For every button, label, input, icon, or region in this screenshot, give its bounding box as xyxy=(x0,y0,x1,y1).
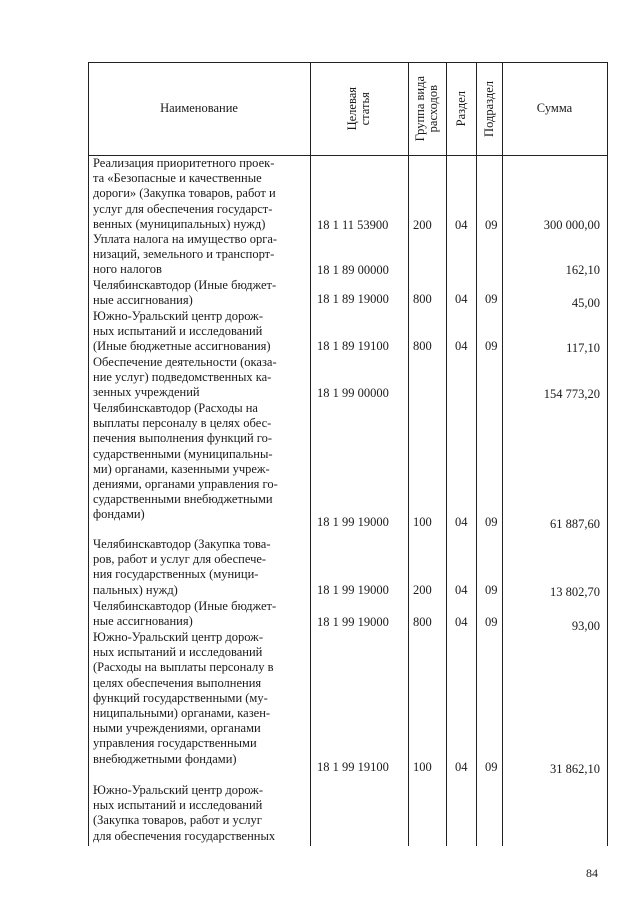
header-section xyxy=(446,62,476,155)
row-section: 04 xyxy=(455,760,468,774)
header-name-label: Наименование xyxy=(160,101,238,115)
row-group: 100 xyxy=(413,515,432,529)
budget-table xyxy=(88,62,608,846)
header-sum-label: Сумма xyxy=(536,101,573,115)
row-sum: 45,00 xyxy=(571,296,600,310)
row-name: Челябинскавтодор (Иные бюджет- ные ассигнования) xyxy=(93,599,277,629)
row-sum: 93,00 xyxy=(571,619,600,633)
header-subsection xyxy=(476,62,502,155)
row-name: Уплата налога на имущество орга- низаций, земельного и транспорт- ного налогов xyxy=(93,232,278,277)
column-divider xyxy=(408,62,409,846)
row-group: 200 xyxy=(413,583,432,597)
row-subsection: 09 xyxy=(485,583,498,597)
row-section: 04 xyxy=(455,292,468,306)
row-sum: 61 887,60 xyxy=(550,517,600,531)
row-article: 18 1 11 53900 xyxy=(317,218,389,232)
row-subsection: 09 xyxy=(485,615,498,629)
header-subsection-label: Подраздел xyxy=(481,80,496,137)
row-name: Южно-Уральский центр дорож- ных испытаний и исследований (Закупка товаров, работ и услуг для обеспечения государственных xyxy=(93,783,276,843)
page-number: 84 xyxy=(586,866,598,880)
row-name: Южно-Уральский центр дорож- ных испытаний и исследований (Расходы на выплаты персоналу в целях обеспечения выполнения функций государственными (му- ниципальными) органами, казен- ными учреждениями, органами управления государственными внебюджетными фондами) xyxy=(93,630,274,766)
row-article: 18 1 89 19100 xyxy=(317,339,389,353)
row-name: Челябинскавтодор (Иные бюджет- ные ассигнования) xyxy=(93,278,277,308)
header-group xyxy=(408,62,446,155)
row-subsection: 09 xyxy=(485,292,498,306)
row-article: 18 1 99 00000 xyxy=(317,386,389,400)
column-divider xyxy=(476,62,477,846)
row-name: Реализация приоритетного проек- та «Безопасные и качественные дороги» (Закупка товаров, работ и услуг для обеспечения государст- венных (муниципальных) нужд) xyxy=(93,156,276,231)
row-sum: 117,10 xyxy=(566,341,600,355)
row-section: 04 xyxy=(455,583,468,597)
row-article: 18 1 99 19000 xyxy=(317,583,389,597)
row-group: 800 xyxy=(413,339,432,353)
row-section: 04 xyxy=(455,515,468,529)
header-article-label: Целевая статья xyxy=(345,86,372,131)
table-border-right xyxy=(607,62,608,846)
row-sum: 154 773,20 xyxy=(543,387,600,401)
header-section-label: Раздел xyxy=(453,90,468,127)
row-group: 100 xyxy=(413,760,432,774)
header-article xyxy=(310,62,408,155)
row-section: 04 xyxy=(455,339,468,353)
row-section: 04 xyxy=(455,218,468,232)
row-sum: 13 802,70 xyxy=(550,585,600,599)
row-sum: 31 862,10 xyxy=(550,762,600,776)
row-subsection: 09 xyxy=(485,515,498,529)
row-group: 800 xyxy=(413,292,432,306)
row-article: 18 1 89 00000 xyxy=(317,263,389,277)
column-divider xyxy=(502,62,503,846)
table-border-left xyxy=(88,62,89,846)
row-group: 200 xyxy=(413,218,432,232)
row-sum: 162,10 xyxy=(565,263,600,277)
header-name xyxy=(88,62,310,155)
column-divider xyxy=(446,62,447,846)
row-article: 18 1 89 19000 xyxy=(317,292,389,306)
row-article: 18 1 99 19000 xyxy=(317,515,389,529)
row-name: Обеспечение деятельности (оказа- ние услуг) подведомственных ка- зенных учреждений xyxy=(93,355,277,400)
row-subsection: 09 xyxy=(485,218,498,232)
header-group-label: Группа вида расходов xyxy=(413,75,440,142)
row-name: Челябинскавтодор (Расходы на выплаты персоналу в целях обес- печения выполнения функций го- сударственными (муниципальны- ми) органами, казенными учреж- дениями, органами управления го- сударственными внебюджетными фондами) xyxy=(93,401,278,522)
row-name: Челябинскавтодор (Закупка това- ров, работ и услуг для обеспече- ния государственных (муници- пальных) нужд) xyxy=(93,537,271,597)
row-group: 800 xyxy=(413,615,432,629)
row-article: 18 1 99 19100 xyxy=(317,760,389,774)
row-name: Южно-Уральский центр дорож- ных испытаний и исследований (Иные бюджетные ассигнования) xyxy=(93,309,271,354)
row-sum: 300 000,00 xyxy=(543,218,600,232)
row-subsection: 09 xyxy=(485,339,498,353)
row-subsection: 09 xyxy=(485,760,498,774)
row-article: 18 1 99 19000 xyxy=(317,615,389,629)
header-sum xyxy=(502,62,607,155)
row-section: 04 xyxy=(455,615,468,629)
